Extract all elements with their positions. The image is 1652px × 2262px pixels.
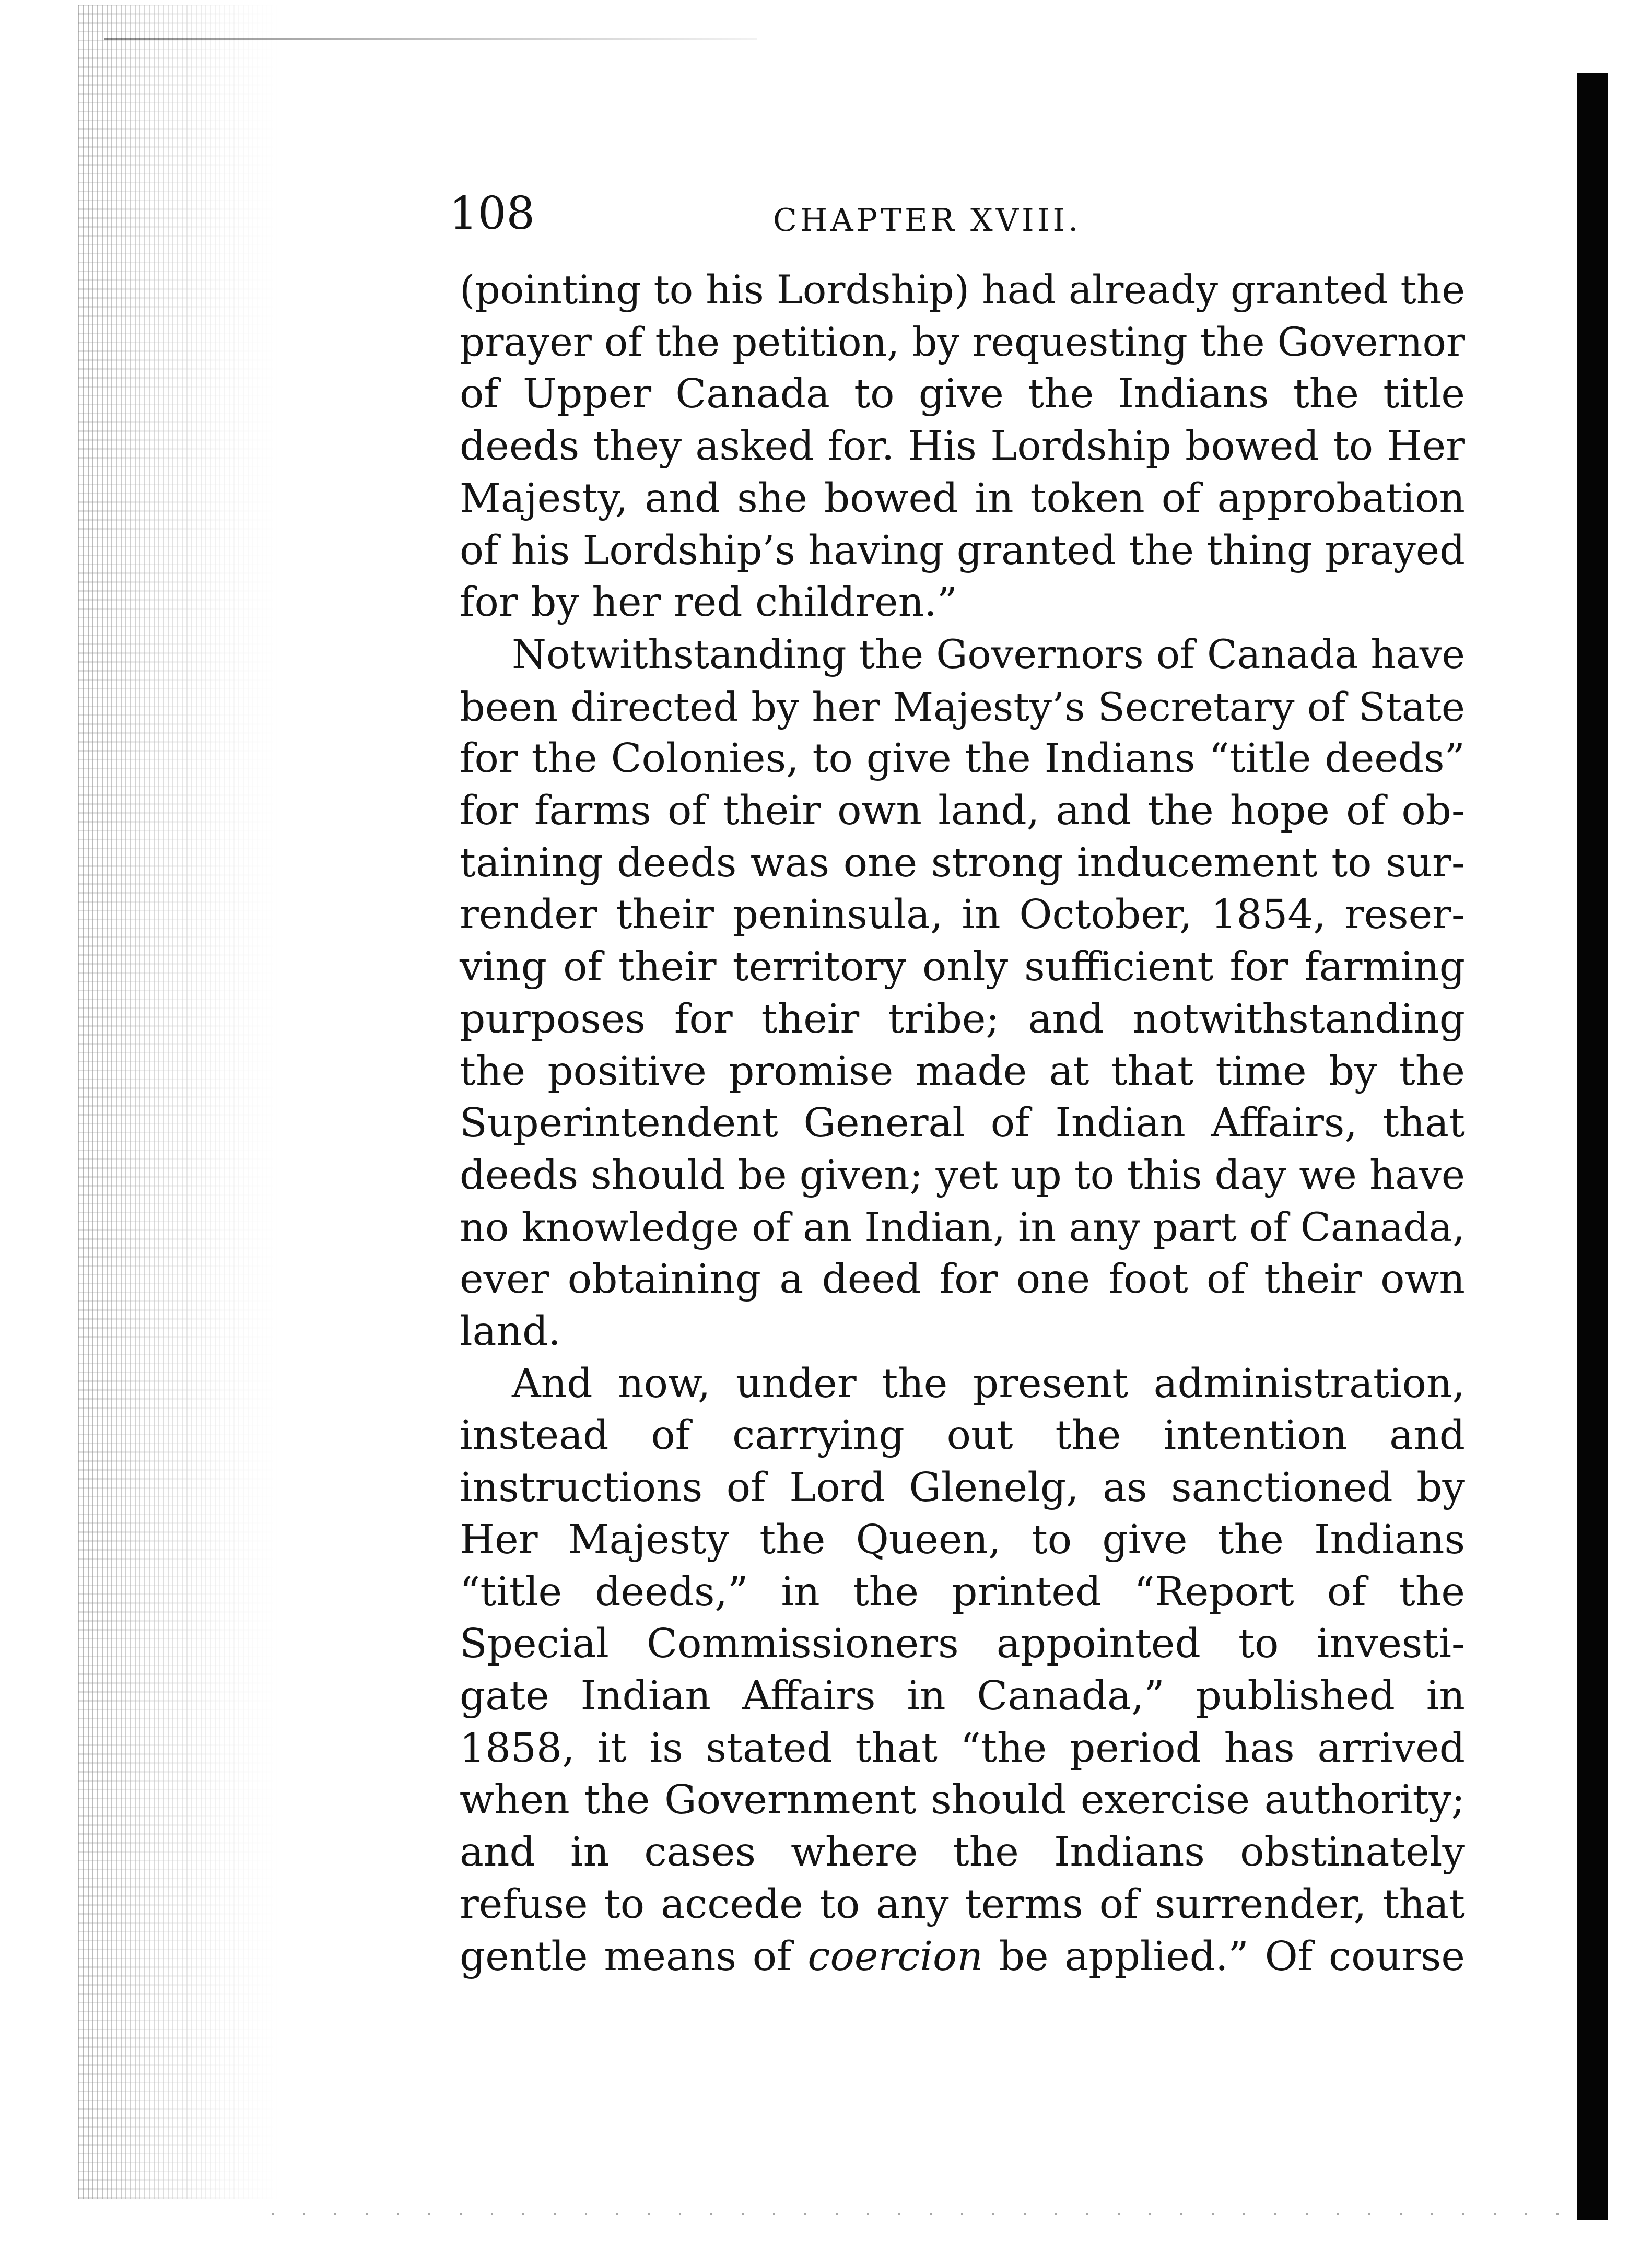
text-line: instead of carrying out the intention and <box>460 1412 1465 1459</box>
text-line: “title deeds,” in the printed “Report of the <box>460 1568 1465 1615</box>
text-line: ving of their territory only sufficient for farming <box>460 944 1465 991</box>
text-line: (pointing to his Lordship) had already granted the <box>460 267 1466 313</box>
text-line: Her Majesty the Queen, to give the Indians <box>460 1516 1465 1563</box>
text-fragment: gentle means of <box>460 1933 808 1980</box>
text-line: instructions of Lord Glenelg, as sanctioned by <box>460 1464 1465 1511</box>
text-line: Notwithstanding the Governors of Canada have <box>512 631 1465 677</box>
text-line: land. <box>460 1308 561 1355</box>
running-head: CHAPTER XVIII. <box>773 202 1082 239</box>
text-line: ever obtaining a deed for one foot of their own <box>460 1256 1465 1303</box>
text-line: Superintendent General of Indian Affairs, that <box>460 1100 1465 1147</box>
scan-right-edge-bar <box>1577 73 1608 2220</box>
text-line: of his Lordship’s having granted the thing prayed <box>460 527 1465 574</box>
text-line: purposes for their tribe; and notwithstanding <box>460 995 1465 1042</box>
text-line: Majesty, and she bowed in token of approbation <box>460 475 1465 522</box>
paragraph-3 <box>460 1358 1465 1983</box>
text-line: 1858, it is stated that “the period has arrived <box>460 1725 1465 1772</box>
text-line: for the Colonies, to give the Indians “title deeds” <box>460 735 1465 782</box>
text-line: taining deeds was one strong inducement to sur- <box>460 839 1465 886</box>
text-line: and in cases where the Indians obstinately <box>460 1829 1465 1876</box>
text-line: for by her red children.” <box>460 579 958 626</box>
text-line: no knowledge of an Indian, in any part of Canada, <box>460 1204 1465 1250</box>
text-line-final <box>460 1931 1465 1983</box>
text-fragment: be applied.” Of course <box>982 1933 1465 1980</box>
text-line: render their peninsula, in October, 1854, reser- <box>460 892 1465 939</box>
text-line: when the Government should exercise authority; <box>460 1777 1465 1824</box>
text-line: gate Indian Affairs in Canada,” published in <box>460 1672 1465 1719</box>
text-line: prayer of the petition, by requesting the Governor <box>460 319 1465 365</box>
page-number: 108 <box>449 187 535 240</box>
text-line: the positive promise made at that time by the <box>460 1048 1465 1095</box>
text-line: deeds they asked for. His Lordship bowed to Her <box>460 423 1465 470</box>
text-line: of Upper Canada to give the Indians the title <box>460 371 1465 418</box>
paragraph-2 <box>460 629 1465 1358</box>
emphasized-word: coercion <box>807 1933 983 1980</box>
text-line: And now, under the present administration, <box>512 1360 1465 1407</box>
scan-gutter-shadow <box>78 5 282 2199</box>
scan-bottom-edge <box>272 2213 1567 2215</box>
scan-top-edge <box>104 38 757 40</box>
text-line: for farms of their own land, and the hope of ob- <box>460 788 1465 835</box>
body-text <box>460 264 1465 1983</box>
text-line: deeds should be given; yet up to this day we have <box>460 1152 1466 1199</box>
text-line: been directed by her Majesty’s Secretary of State <box>460 683 1465 730</box>
text-line: Special Commissioners appointed to investi- <box>460 1621 1465 1668</box>
text-line: refuse to accede to any terms of surrender, that <box>460 1881 1465 1928</box>
paragraph-1 <box>460 264 1465 629</box>
